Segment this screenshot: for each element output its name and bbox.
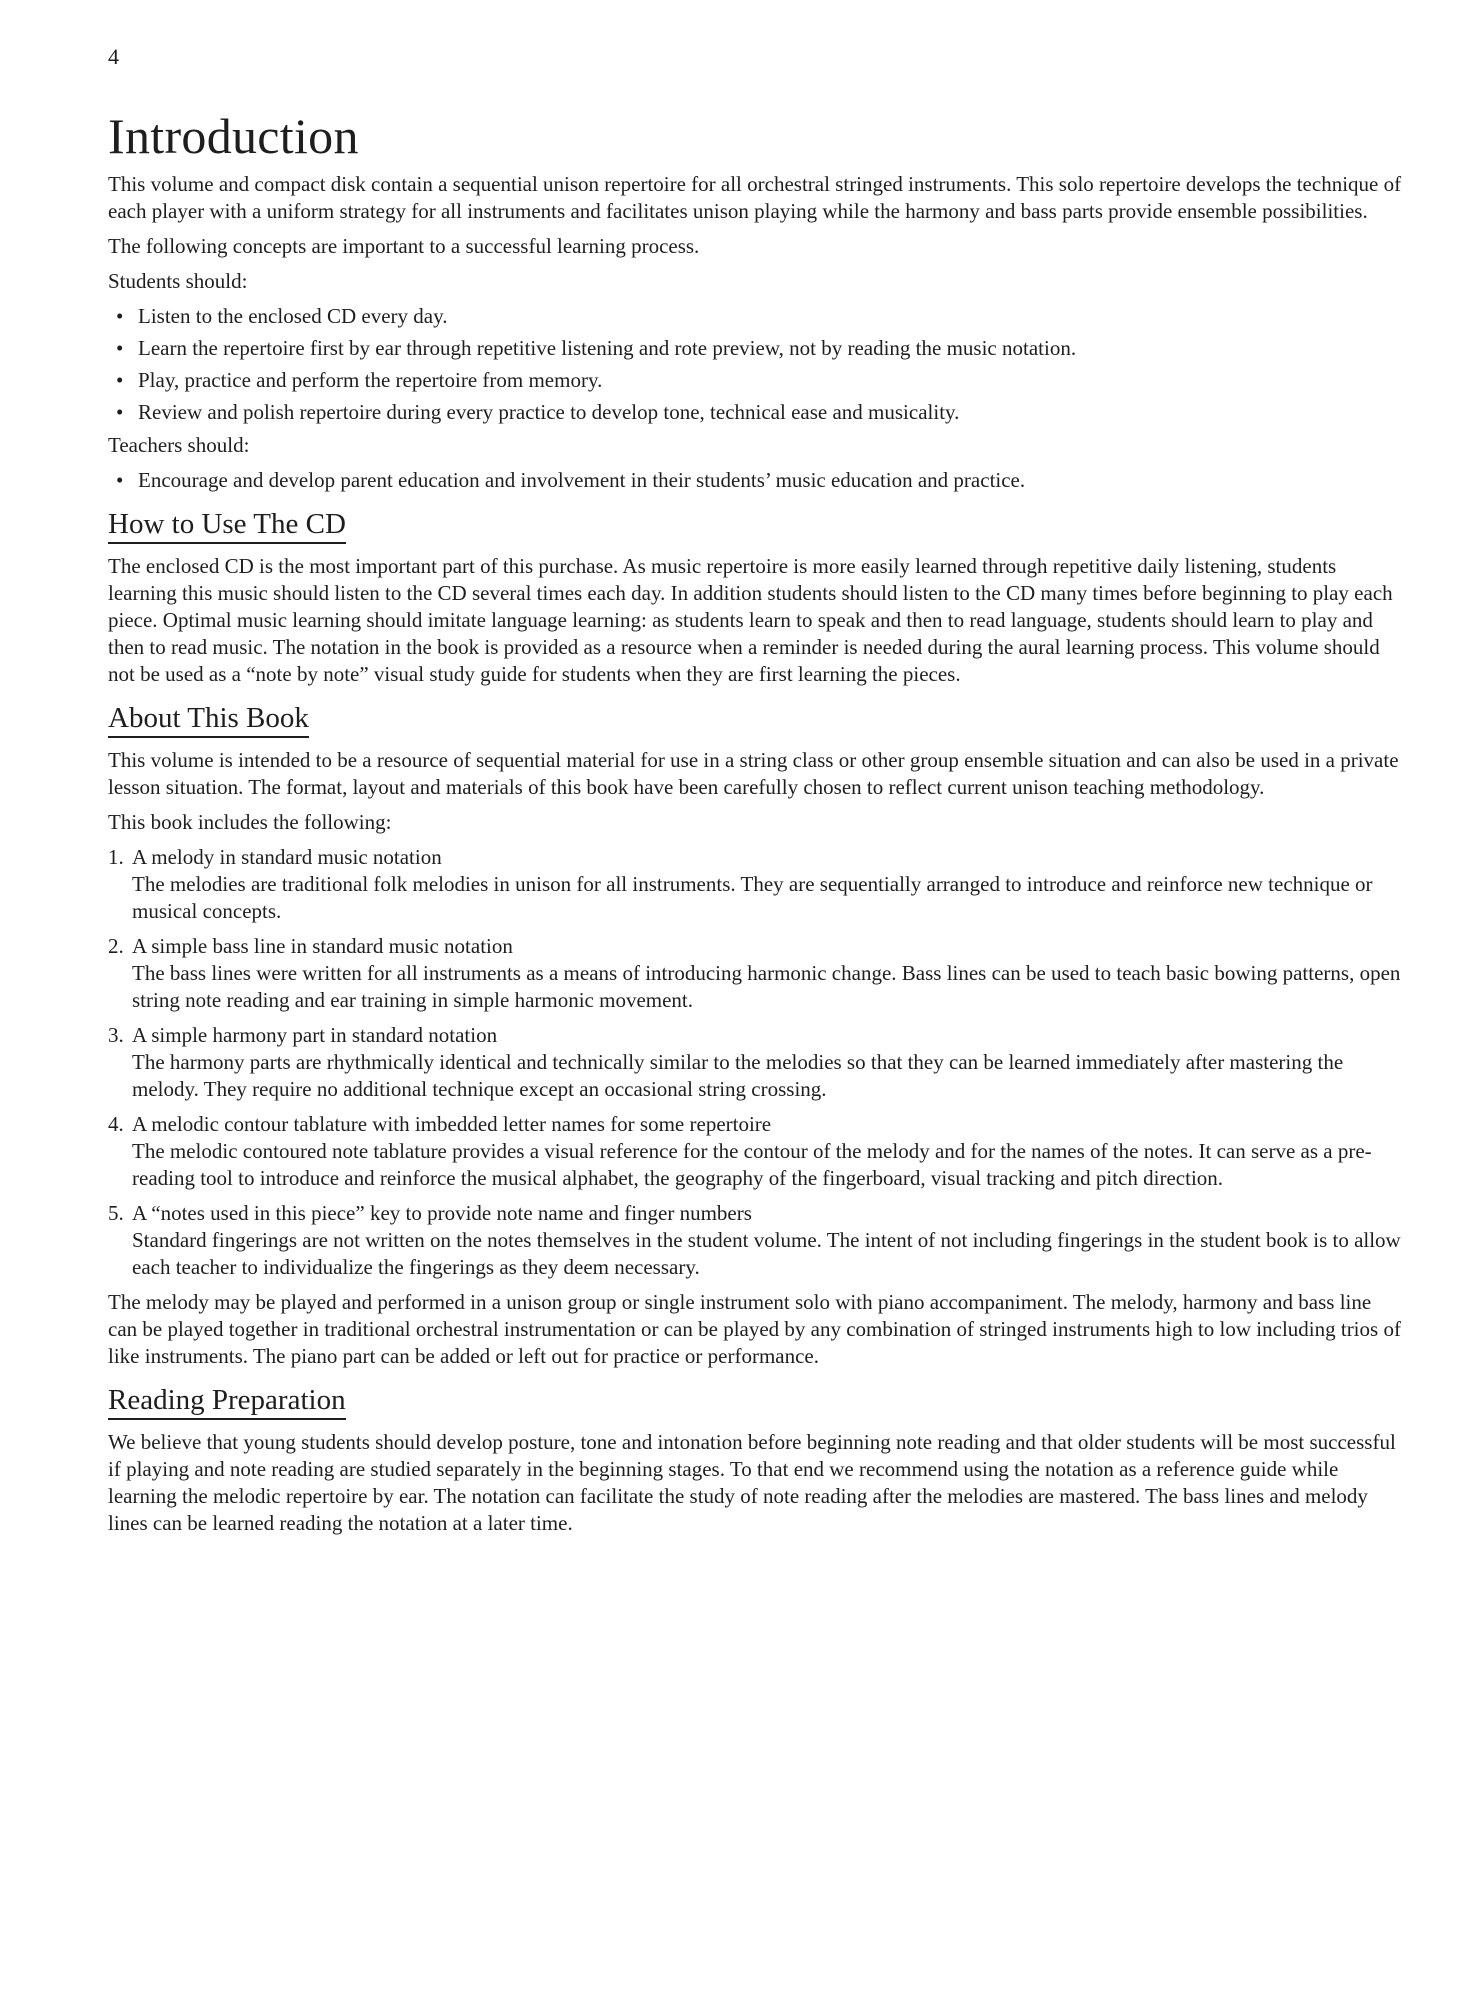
section-heading-wrap — [108, 702, 1404, 738]
list-item — [108, 933, 1404, 1014]
list-item-title: A melody in standard music notation — [132, 845, 442, 869]
students-label: Students should: — [108, 269, 248, 293]
list-item-text: The bass lines were written for all instruments as a means of introducing harmonic change. Bass lines can be used to teach basic bowing patterns, open string note reading and ear training in simple harmonic movement. — [132, 961, 1401, 1012]
teachers-label: Teachers should: — [108, 433, 250, 457]
bullet-icon: • — [116, 468, 124, 492]
list-item-text: Encourage and develop parent education and involvement in their students’ music education and practice. — [138, 468, 1026, 492]
list-item-title: A simple harmony part in standard notation — [132, 1023, 498, 1047]
list-item-text: The melodic contoured note tablature provides a visual reference for the contour of the melody and for the names of the notes. It can serve as a pre-reading tool to introduce and reinforce the musical alphabet, the geography of the fingerboard, visual tracking and pitch direction. — [132, 1139, 1372, 1190]
list-item — [108, 1022, 1404, 1103]
list-item-title: A “notes used in this piece” key to provide note name and finger numbers — [132, 1201, 752, 1225]
list-item — [108, 1111, 1404, 1192]
book-paragraph-2: This book includes the following: — [108, 810, 392, 834]
book-includes-list — [108, 844, 1404, 1281]
section-heading-reading: Reading Preparation — [108, 1384, 346, 1420]
list-item — [116, 467, 1404, 494]
section-heading-wrap — [108, 1384, 1404, 1420]
list-item-title: A simple bass line in standard music notation — [132, 934, 513, 958]
list-item-text: Learn the repertoire first by ear through repetitive listening and rote preview, not by reading the music notation. — [138, 336, 1077, 360]
book-paragraph-1: This volume is intended to be a resource of sequential material for use in a string class or other group ensemble situation and can also be used in a private lesson situation. The format, layout and materials of this book have been carefully chosen to reflect current unison teaching methodology. — [108, 748, 1399, 799]
section-heading-book: About This Book — [108, 702, 309, 738]
page-number: 4 — [108, 44, 119, 69]
list-item — [108, 1200, 1404, 1281]
list-number: 1. — [108, 845, 124, 869]
list-item-text: Standard fingerings are not written on the notes themselves in the student volume. The intent of not including fingerings in the student book is to allow each teacher to individualize the fingerings as they deem necessary. — [132, 1228, 1401, 1279]
list-item — [116, 399, 1404, 426]
list-item-text: Review and polish repertoire during every practice to develop tone, technical ease and musicality. — [138, 400, 960, 424]
list-item — [116, 303, 1404, 330]
students-list — [108, 303, 1404, 426]
bullet-icon: • — [116, 336, 124, 360]
bullet-icon: • — [116, 400, 124, 424]
list-item — [116, 367, 1404, 394]
reading-paragraph: We believe that young students should develop posture, tone and intonation before beginning note reading and that older students will be most successful if playing and note reading are studied separately in the beginning stages. To that end we recommend using the notation as a reference guide while learning the melodic repertoire by ear. The notation can facilitate the study of note reading after the melodies are mastered. The bass lines and melody lines can be learned reading the notation at a later time. — [108, 1430, 1396, 1535]
list-item — [108, 844, 1404, 925]
page-title: Introduction — [108, 108, 359, 164]
list-item-text: Listen to the enclosed CD every day. — [138, 304, 448, 328]
list-item — [116, 335, 1404, 362]
list-number: 4. — [108, 1112, 124, 1136]
list-number: 5. — [108, 1201, 124, 1225]
teachers-list — [108, 467, 1404, 494]
section-heading-wrap — [108, 508, 1404, 544]
list-number: 3. — [108, 1023, 124, 1047]
document-page — [108, 44, 1404, 1545]
intro-paragraph-1: This volume and compact disk contain a sequential unison repertoire for all orchestral stringed instruments. This solo repertoire develops the technique of each player with a uniform strategy for all instruments and facilitates unison playing while the harmony and bass parts provide ensemble possibilities. — [108, 172, 1402, 223]
bullet-icon: • — [116, 304, 124, 328]
section-heading-cd: How to Use The CD — [108, 508, 346, 544]
bullet-icon: • — [116, 368, 124, 392]
list-item-text: Play, practice and perform the repertoire from memory. — [138, 368, 603, 392]
list-number: 2. — [108, 934, 124, 958]
list-item-text: The harmony parts are rhythmically identical and technically similar to the melodies so that they can be learned immediately after mastering the melody. They require no additional technique except an occasional string crossing. — [132, 1050, 1344, 1101]
book-paragraph-3: The melody may be played and performed in a unison group or single instrument solo with piano accompaniment. The melody, harmony and bass line can be played together in traditional orchestral instrumentation or can be played by any combination of stringed instruments high to low including trios of like instruments. The piano part can be added or left out for practice or performance. — [108, 1290, 1401, 1368]
list-item-title: A melodic contour tablature with imbedded letter names for some repertoire — [132, 1112, 772, 1136]
list-item-text: The melodies are traditional folk melodies in unison for all instruments. They are sequentially arranged to introduce and reinforce new technique or musical concepts. — [132, 872, 1373, 923]
intro-paragraph-2: The following concepts are important to a successful learning process. — [108, 234, 700, 258]
cd-paragraph: The enclosed CD is the most important part of this purchase. As music repertoire is more easily learned through repetitive daily listening, students learning this music should listen to the CD several times each day. In addition students should listen to the CD many times before beginning to play each piece. Optimal music learning should imitate language learning: as students learn to speak and then to read language, students should learn to play and then to read music. The notation in the book is provided as a resource when a reminder is needed during the aural learning process. This volume should not be used as a “note by note” visual study guide for students when they are first learning the pieces. — [108, 554, 1393, 686]
